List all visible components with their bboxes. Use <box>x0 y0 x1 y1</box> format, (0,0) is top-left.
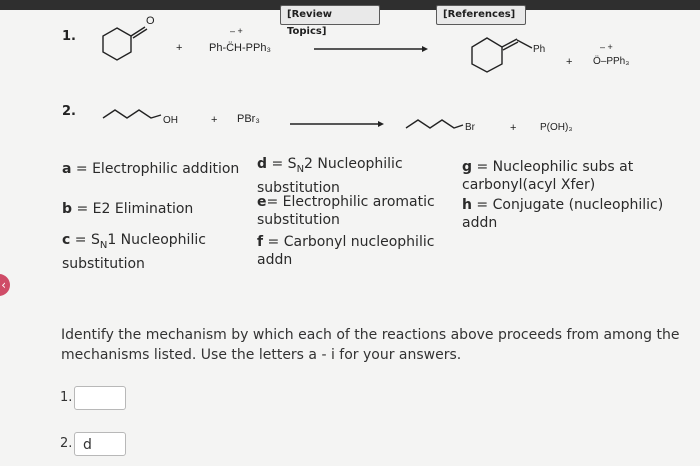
references-link[interactable]: [References] <box>436 5 526 25</box>
mechanism-text: substitution <box>257 179 340 196</box>
mechanism-text: addn <box>462 215 498 231</box>
mechanism-h <box>462 196 663 232</box>
answer-2-label: 2. <box>60 436 73 451</box>
chevron-left-icon: ‹ <box>1 278 6 292</box>
mechanism-f <box>257 233 434 269</box>
mechanism-letter: g <box>462 159 473 175</box>
product-ring <box>472 38 502 72</box>
plus-sign: + <box>176 42 183 54</box>
mechanism-text: = Electrophilic addition <box>75 161 240 177</box>
plus-sign: + <box>211 114 218 126</box>
review-topics-link[interactable]: [Review Topics] <box>280 5 380 25</box>
reaction-1-number: 1. <box>62 29 76 44</box>
product-phenyl-label: Ph <box>533 44 546 55</box>
mechanism-c: $c = S_N1$ Nucleophilic substitution <box>62 232 206 272</box>
mechanism-letter: f <box>257 234 264 250</box>
mechanism-text: substitution <box>257 212 340 228</box>
mechanism-letter: b <box>62 201 73 217</box>
plus-sign: + <box>566 56 573 68</box>
mechanism-letter: h <box>462 197 472 213</box>
collapse-sidebar-button[interactable] <box>0 274 10 296</box>
mechanism-a <box>62 160 239 178</box>
triphenylphosphine-oxide: Ö–PPh₃ <box>593 56 630 67</box>
mechanism-b <box>62 200 193 218</box>
svg-text:O: O <box>146 15 155 27</box>
pbr3-reagent: PBr₃ <box>237 113 260 125</box>
answer-2-input[interactable]: d <box>74 432 126 456</box>
mechanism-d: $d = S_N2$ Nucleophilic substitution <box>257 156 403 196</box>
mechanism-text: carbonyl(acyl Xfer) <box>462 177 596 193</box>
reaction-2-number: 2. <box>62 104 76 119</box>
mechanism-text: = Conjugate (nucleophilic) <box>476 197 664 213</box>
mechanism-text: substitution <box>62 255 145 272</box>
question-prompt: Identify the mechanism by which each of the reactions above proceeds from among the mechanisms listed. Use the letters a - i for your answers. <box>61 327 680 363</box>
phosphorous-acid: P(OH)₃ <box>540 122 573 133</box>
mechanism-e <box>257 193 435 229</box>
ylide-charges: – + <box>230 26 243 36</box>
mechanism-letter: c <box>62 232 71 248</box>
mechanism-g <box>462 158 633 194</box>
reaction-scheme <box>0 0 700 140</box>
mechanism-text: = Nucleophilic subs at <box>476 159 634 175</box>
mechanism-letter: d <box>257 156 268 172</box>
ylide-reagent: Ph-C̈H-PPh₃ <box>209 42 271 54</box>
mechanism-text: = Carbonyl nucleophilic <box>267 234 435 250</box>
oxide-charges: – + <box>600 42 613 52</box>
answer-1-label: 1. <box>60 390 73 405</box>
bromopentane-chain <box>406 120 463 128</box>
mechanism-text: = Electrophilic aromatic <box>266 194 435 210</box>
answer-1-input[interactable] <box>74 386 126 410</box>
mechanism-text: addn <box>257 252 293 268</box>
hydroxyl-label: OH <box>163 115 178 126</box>
plus-sign: + <box>510 122 517 134</box>
mechanism-letter: a <box>62 161 72 177</box>
pentanol-chain <box>103 110 161 118</box>
mechanism-letter: e <box>257 194 267 210</box>
bromo-label: Br <box>465 122 475 133</box>
mechanism-text: = E2 Elimination <box>76 201 194 217</box>
cyclohexanone-ring <box>103 28 131 60</box>
